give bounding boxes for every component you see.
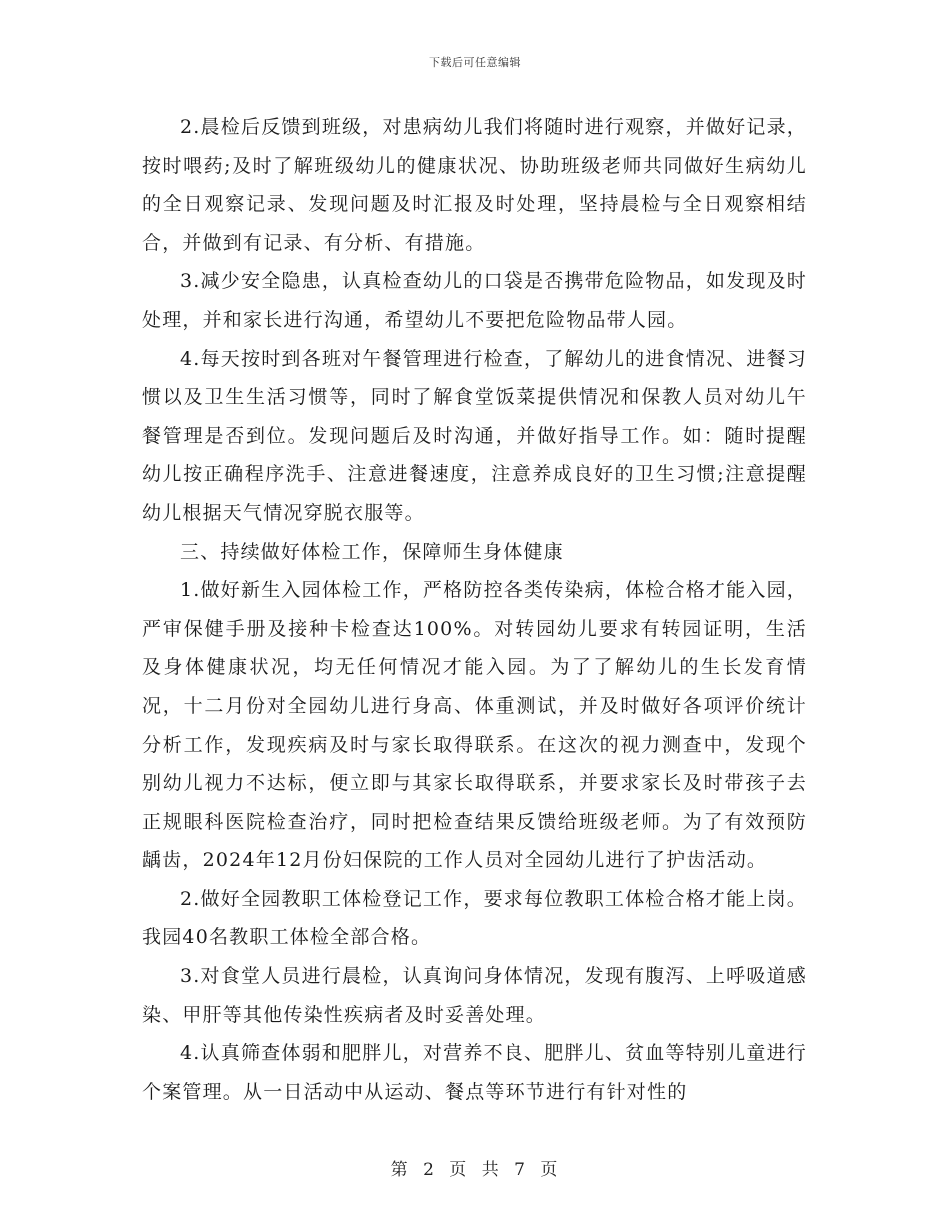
paragraph-lunch-inspection: 4.每天按时到各班对午餐管理进行检查，了解幼儿的进食情况、进餐习惯以及卫生生活习惯等，同时了解食堂饭菜提供情况和保教人员对幼儿午餐管理是否到位。发现问题后及时沟通，并做好指导工作。如：随时提醒幼儿按正确程序洗手、注意进餐速度，注意养成良好的卫生习惯;注意提醒幼儿根据天气情况穿脱衣服等。	[142, 347, 807, 524]
paragraph-safety-hazards: 3.减少安全隐患，认真检查幼儿的口袋是否携带危险物品，如发现及时处理，并和家长进行沟通，希望幼儿不要把危险物品带人园。	[142, 270, 807, 331]
paragraph-staff-exam: 2.做好全园教职工体检登记工作，要求每位教职工体检合格才能上岗。我园40名教职工体检全部合格。	[142, 887, 807, 949]
paragraph-weak-obese-screening: 4.认真筛查体弱和肥胖儿，对营养不良、肥胖儿、贫血等特别儿童进行个案管理。从一日活动中从运动、餐点等环节进行有针对性的	[142, 1042, 807, 1103]
paragraph-morning-check-feedback: 2.晨检后反馈到班级，对患病幼儿我们将随时进行观察，并做好记录，按时喂药;及时了解班级幼儿的健康状况、协助班级老师共同做好生病幼儿的全日观察记录、发现问题及时汇报及时处理，坚持晨检与全日观察相结合，并做到有记录、有分析、有措施。	[142, 116, 807, 254]
section-heading-physical-exam: 三、持续做好体检工作，保障师生身体健康	[180, 540, 564, 563]
document-body	[142, 108, 807, 1111]
page-number-footer: 第 2 页 共 7 页	[390, 1160, 560, 1180]
paragraph-new-student-exam: 1.做好新生入园体检工作，严格防控各类传染病，体检合格才能入园，严审保健手册及接种卡检查达100%。对转园幼儿要求有转园证明，生活及身体健康状况，均无任何情况才能入园。为了了解幼儿的生长发育情况，十二月份对全园幼儿进行身高、体重测试，并及时做好各项评价统计分析工作，发现疾病及时与家长取得联系。在这次的视力测查中，发现个别幼儿视力不达标，便立即与其家长取得联系，并要求家长及时带孩子去正规眼科医院检查治疗，同时把检查结果反馈给班级老师。为了有效预防龋齿，2024年12月份妇保院的工作人员对全园幼儿进行了护齿活动。	[142, 579, 807, 872]
page-header: 下载后可任意编辑	[429, 56, 521, 69]
paragraph-canteen-check: 3.对食堂人员进行晨检，认真询问身体情况，发现有腹泻、上呼吸道感染、甲肝等其他传染性疾病者及时妥善处理。	[142, 965, 807, 1026]
